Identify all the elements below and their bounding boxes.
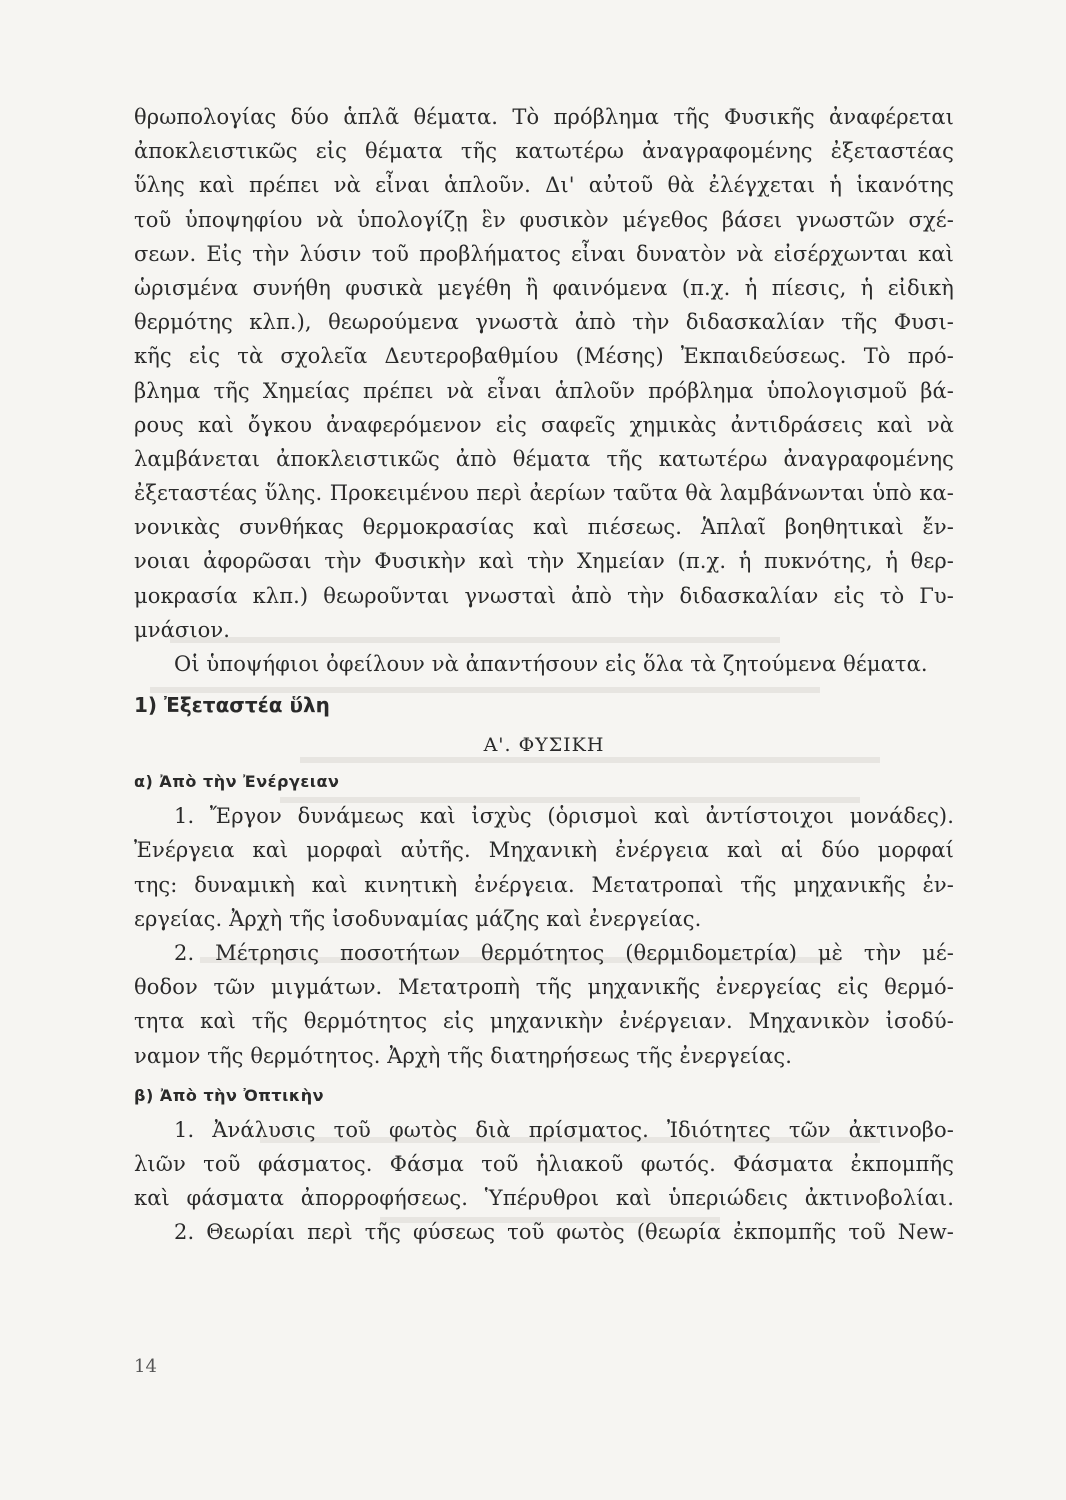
text-line: τοῦ ὑποψηφίου νὰ ὑπολογίζῃ ἓν φυσικὸν μέγεθος βάσει γνωστῶν σχέ-: [134, 207, 954, 232]
text-line: σεων. Εἰς τὴν λύσιν τοῦ προβλήματος εἶναι δυνατὸν νὰ εἰσέρχωνται καὶ: [134, 241, 954, 266]
text-line: καὶ φάσματα ἀπορροφήσεως. Ὑπέρυθροι καὶ ὑπεριώδεις ἀκτινοβολίαι.: [134, 1186, 954, 1211]
text-line: κῆς εἰς τὰ σχολεῖα Δευτεροβαθμίου (Μέσης) Ἐκπαιδεύσεως. Τὸ πρό-: [134, 344, 954, 369]
text-line: 2. Θεωρίαι περὶ τῆς φύσεως τοῦ φωτὸς (θεωρία ἐκπομπῆς τοῦ New-: [174, 1220, 954, 1245]
page-number: 14: [134, 1356, 157, 1377]
text-line: βλημα τῆς Χημείας πρέπει νὰ εἶναι ἁπλοῦν πρόβλημα ὑπολογισμοῦ βά-: [134, 378, 954, 403]
text-line: ὡρισμένα συνήθη φυσικὰ μεγέθη ἢ φαινόμενα (π.χ. ἡ πίεσις, ἡ εἰδικὴ: [134, 275, 954, 300]
text-line: ἀποκλειστικῶς εἰς θέματα τῆς κατωτέρω ἀναγραφομένης ἐξεταστέας: [134, 139, 954, 164]
text-line: μοκρασία κλπ.) θεωροῦνται γνωσταὶ ἀπὸ τὴν διδασκαλίαν εἰς τὸ Γυ-: [134, 583, 954, 608]
text-line: νονικὰς συνθήκας θερμοκρασίας καὶ πιέσεως. Ἁπλαῖ βοηθητικαὶ ἔν-: [134, 515, 954, 540]
text-line: Ἐνέργεια καὶ μορφαὶ αὐτῆς. Μηχανικὴ ἐνέργεια καὶ αἱ δύο μορφαί: [134, 838, 954, 863]
text-line: ναμον τῆς θερμότητος. Ἀρχὴ τῆς διατηρήσεως τῆς ἐνεργείας.: [134, 1043, 793, 1068]
text-line: θερμότης κλπ.), θεωρούμενα γνωστὰ ἀπὸ τὴν διδασκαλίαν τῆς Φυσι-: [134, 310, 954, 335]
subject-title: Α'. ΦΥΣΙΚΗ: [483, 734, 605, 757]
text-line: τητα καὶ τῆς θερμότητος εἰς μηχανικὴν ἐνέργειαν. Μηχανικὸν ἰσοδύ-: [134, 1009, 954, 1034]
text-line: θρωπολογίας δύο ἁπλᾶ θέματα. Τὸ πρόβλημα τῆς Φυσικῆς ἀναφέρεται: [134, 105, 954, 129]
text-line: θοδον τῶν μιγμάτων. Μετατροπὴ τῆς μηχανικῆς ἐνεργείας εἰς θερμό-: [134, 975, 954, 1000]
text-line: ρους καὶ ὄγκου ἀναφερόμενον εἰς σαφεῖς χημικὰς ἀντιδράσεις καὶ νὰ: [134, 412, 954, 437]
text-line: εργείας. Ἀρχὴ τῆς ἰσοδυναμίας μάζης καὶ ἐνεργείας.: [134, 906, 702, 931]
text-line: νοιαι ἀφορῶσαι τὴν Φυσικὴν καὶ τὴν Χημείαν (π.χ. ἡ πυκνότης, ἡ θερ-: [134, 549, 954, 574]
text-line: λαμβάνεται ἀποκλειστικῶς ἀπὸ θέματα τῆς κατωτέρω ἀναγραφομένης: [134, 446, 954, 471]
text-line: της: δυναμικὴ καὶ κινητικὴ ἐνέργεια. Μετατροπαὶ τῆς μηχανικῆς ἐν-: [134, 872, 954, 897]
text-line: 2. Μέτρησις ποσοτήτων θερμότητος (θερμιδομετρία) μὲ τὴν μέ-: [174, 940, 954, 965]
text-line: λιῶν τοῦ φάσματος. Φάσμα τοῦ ἡλιακοῦ φωτός. Φάσματα ἐκπομπῆς: [134, 1151, 954, 1176]
paragraph-2: Οἱ ὑποψήφιοι ὀφείλουν νὰ ἀπαντήσουν εἰς ὅλα τὰ ζητούμενα θέματα.: [174, 652, 928, 676]
subsection-a-heading: α) Ἀπὸ τὴν Ἐνέργειαν: [134, 772, 340, 792]
text-line: ἐξεταστέας ὕλης. Προκειμένου περὶ ἀερίων ταῦτα θὰ λαμβάνωνται ὑπὸ κα-: [134, 481, 954, 506]
text-line: 1. Ἀνάλυσις τοῦ φωτὸς διὰ πρίσματος. Ἰδιότητες τῶν ἀκτινοβο-: [174, 1117, 954, 1142]
text-line: μνάσιον.: [134, 617, 231, 642]
main-text: [134, 100, 954, 1249]
text-line: ὕλης καὶ πρέπει νὰ εἶναι ἁπλοῦν. Δι' αὐτοῦ θὰ ἐλέγχεται ἡ ἱκανότης: [134, 173, 954, 198]
text-line: 1. Ἔργον δυνάμεως καὶ ἰσχὺς (ὁρισμοὶ καὶ ἀντίστοιχοι μονάδες).: [174, 804, 954, 829]
subsection-b-heading: β) Ἀπὸ τὴν Ὀπτικὴν: [134, 1085, 325, 1105]
section-heading: 1) Ἐξεταστέα ὕλη: [134, 693, 330, 718]
